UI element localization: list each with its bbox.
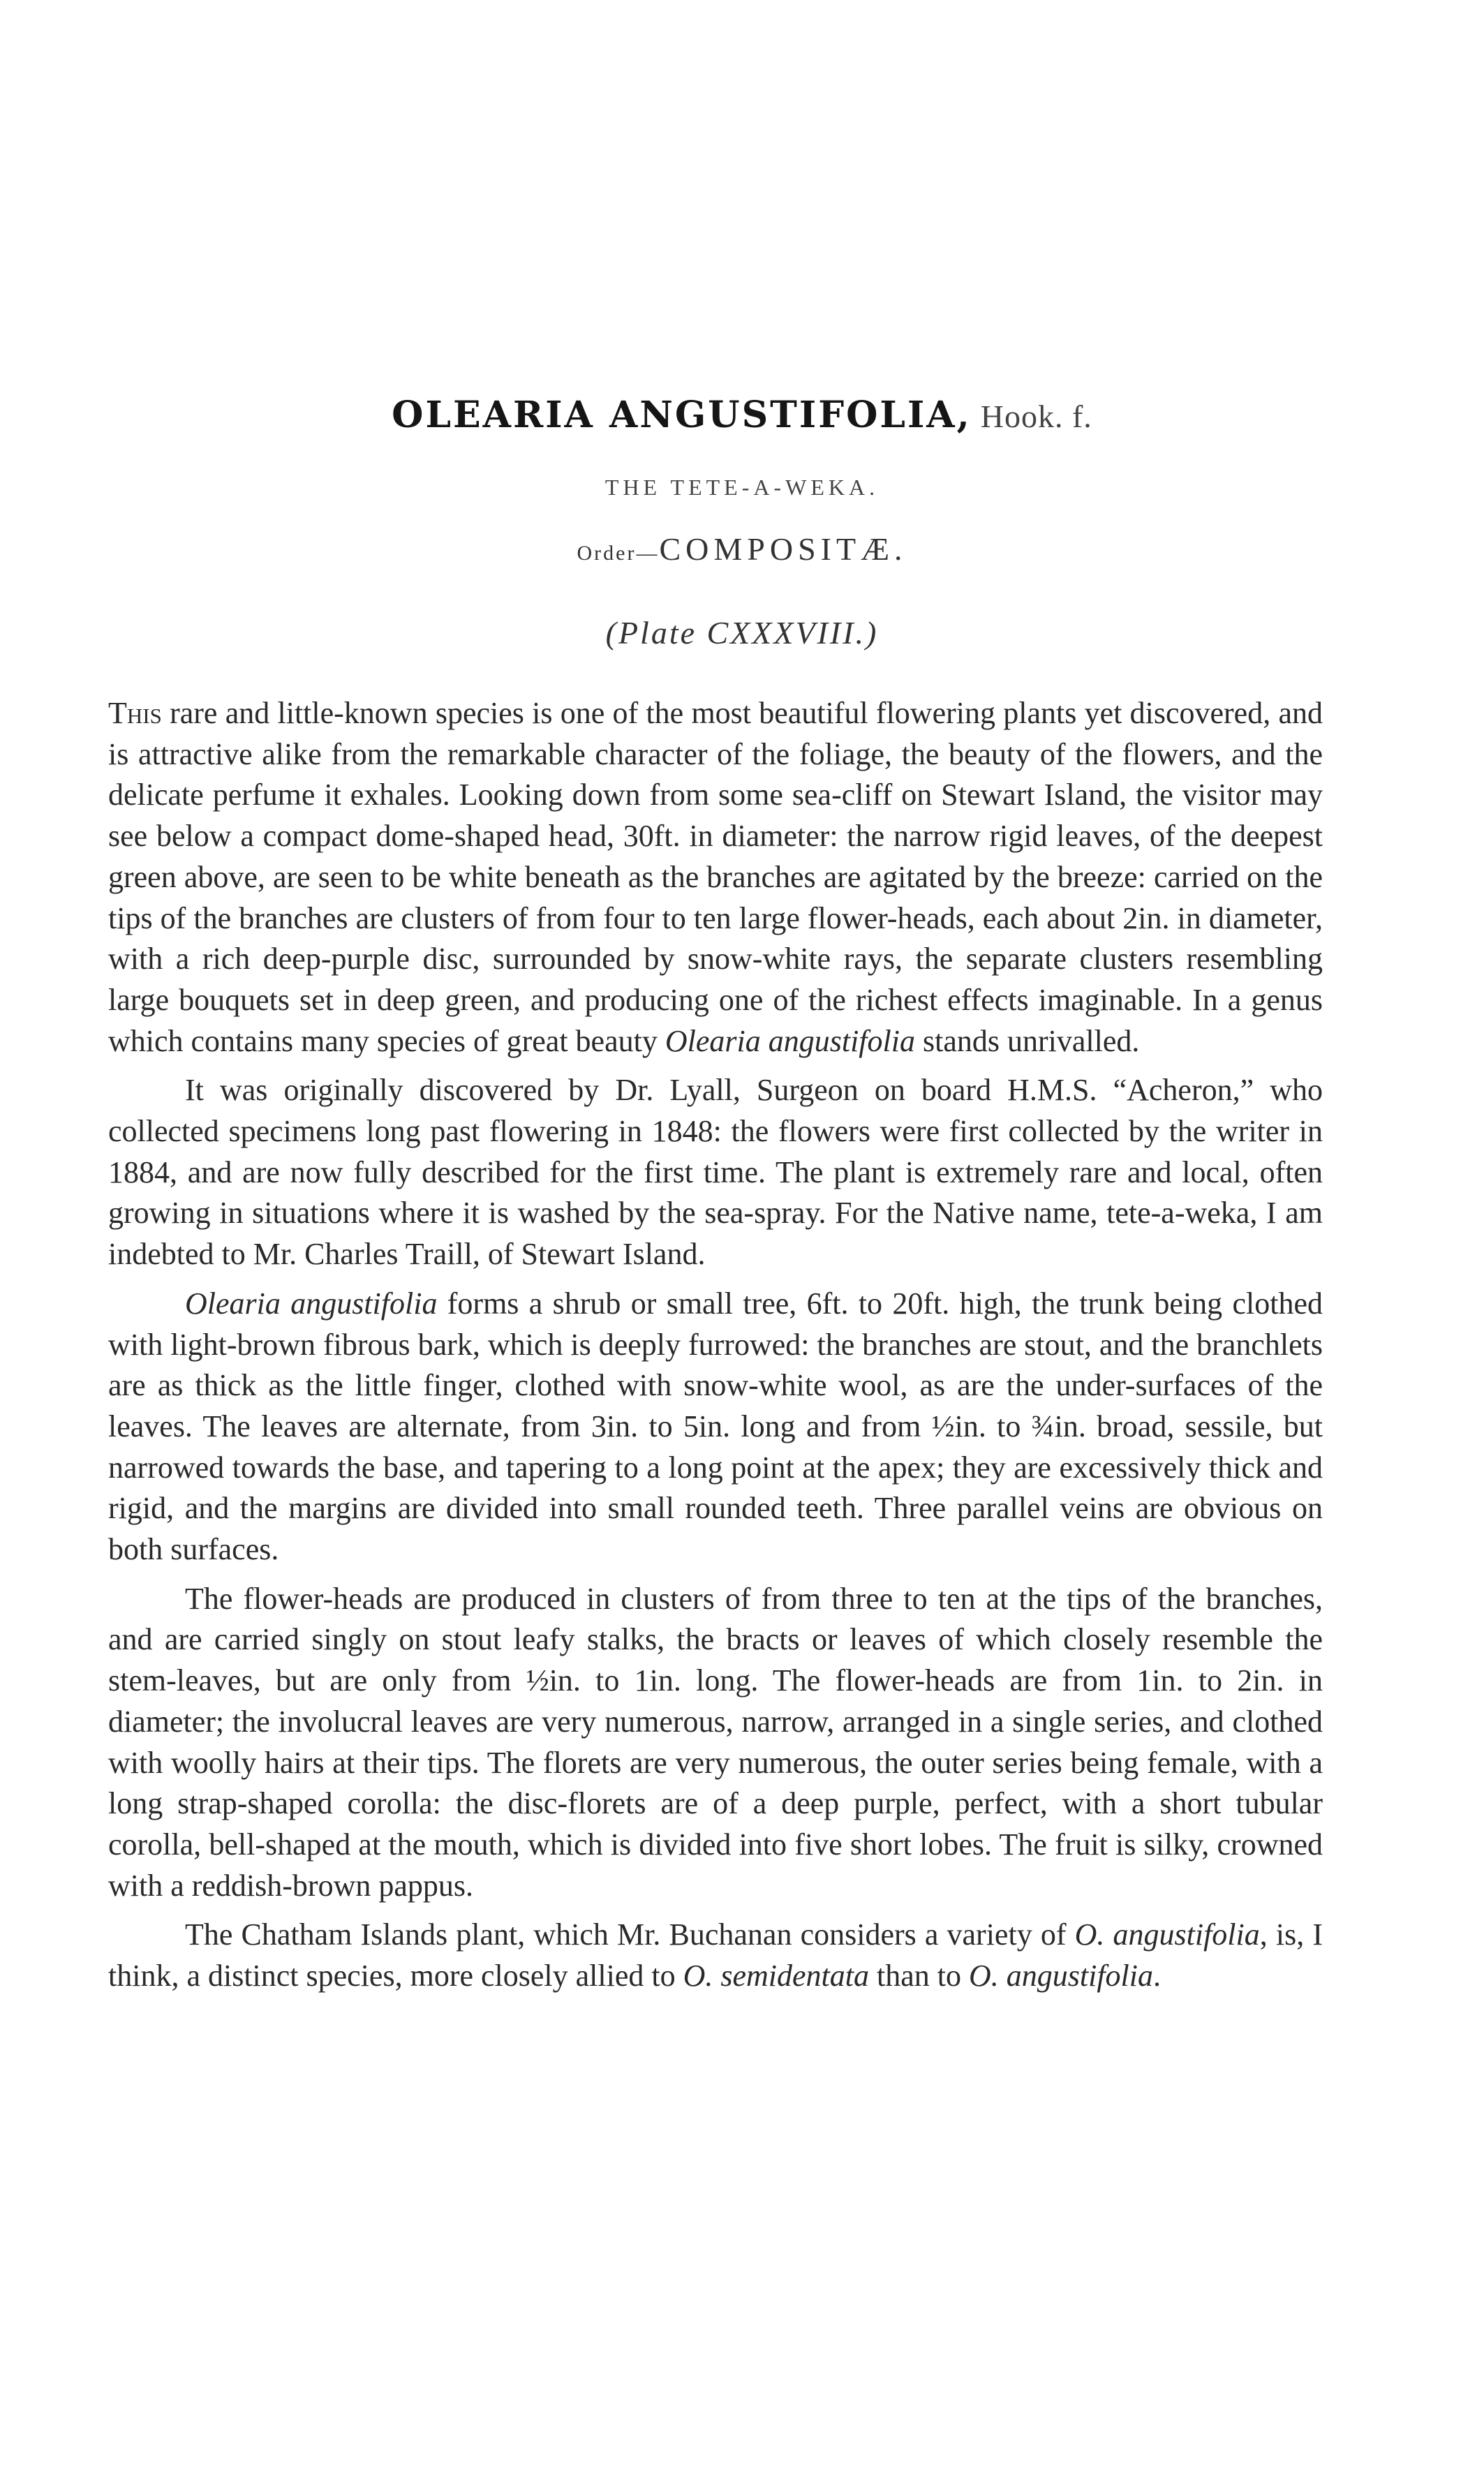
paragraph-1 — [108, 693, 1323, 1062]
species-italic: O. angustifolia — [1074, 1917, 1260, 1952]
paragraph-text: , is, I think, a distinct species, more closely allied to — [108, 1917, 1323, 1993]
paragraph-text: in. broad, sessile, but narrowed towards the base, and tapering to a long point at the apex; they are excessively thick and rigid, and the margins are divided into small rounded teeth. Three parallel veins are obvious on both surfaces. — [108, 1409, 1323, 1567]
common-name: THE TETE-A-WEKA. — [604, 475, 880, 500]
order-name: COMPOSITÆ. — [659, 531, 907, 567]
fraction: ¾ — [1031, 1409, 1055, 1443]
paragraph-text: than to — [869, 1959, 969, 1993]
paragraph-3 — [108, 1284, 1323, 1570]
species-italic: O. semidentata — [683, 1959, 869, 1993]
paragraph-text: in. to 1in. long. The flower-heads are from 1in. to 2in. in diameter; the involucral leaves are very numerous, narrow, arranged in a single series, and clothed with woolly hairs at their tips. The florets are very numerous, the outer series being female, with a long strap-shaped corolla: the disc-florets are of a deep purple, perfect, with a short tubular corolla, bell-shaped at the mouth, which is divided into five short lobes. The fruit is silky, crowned with a reddish-brown pappus. — [108, 1663, 1323, 1903]
species-italic: Olearia angustifolia — [185, 1286, 438, 1321]
paragraph-2 — [108, 1070, 1323, 1275]
paragraph-4 — [108, 1579, 1323, 1907]
fraction: ½ — [526, 1663, 549, 1698]
fraction: ½ — [931, 1409, 955, 1443]
paragraph-text: stands unrivalled. — [914, 1023, 1140, 1058]
paragraph-text: forms a shrub or small tree, 6ft. to 20ft. high, the trunk being clothed with light-brown fibrous bark, which is deeply furrowed: the branches are stout, and the branchlets are as thick as the little finger, clothed with snow-white wool, as are the under-surfaces of the leaves. The leaves are alternate, from 3in. to 5in. long and from — [108, 1286, 1323, 1443]
species-author: Hook. f. — [980, 399, 1092, 434]
paragraph-text: in. to — [954, 1409, 1032, 1443]
paragraph-text: It was originally discovered by Dr. Lyall, Surgeon on board H.M.S. “Acheron,” who collected specimens long past flowering in 1848: the flowers were first collected by the writer in 1884, and are now fully described for the first time. The plant is extremely rare and local, often growing in situations where it is washed by the sea-spray. For the Native name, tete-a-weka, I am indebted to Mr. Charles Traill, of Stewart Island. — [108, 1073, 1323, 1272]
paragraph-text: rare and little-known species is one of the most beautiful flowering plants yet discovered, and is attractive alike from the remarkable character of the foliage, the beauty of the flowers, and the delicate perfume it exhales. Looking down from some sea-cliff on Stewart Island, the visitor may see below a compact dome-shaped head, 30ft. in diameter: the narrow rigid leaves, of the deepest green above, are seen to be white beneath as the branches are agitated by the breeze: carried on the tips of the branches are clusters of from four to ten large flower-heads, each about 2in. in diameter, with a rich deep-purple disc, surrounded by snow-white rays, the separate clusters resembling large bouquets set in deep green, and producing one of the richest effects imaginable. In a genus which contains many species of great beauty — [108, 696, 1323, 1058]
species-italic: Olearia angustifolia — [665, 1023, 915, 1058]
plate-reference: (Plate CXXXVIII.) — [605, 615, 879, 651]
paragraph-text: The Chatham Islands plant, which Mr. Buchanan considers a variety of — [185, 1917, 1075, 1952]
species-italic: O. angustifolia — [968, 1959, 1154, 1993]
paragraph-text: The flower-heads are produced in clusters of from three to ten at the tips of the branches, and are carried singly on stout leafy stalks, the bracts or leaves of which closely resemble the stem-leaves, but are only from — [108, 1581, 1323, 1698]
species-title — [0, 391, 1484, 441]
order-label: Order— — [577, 542, 660, 565]
order-line — [0, 530, 1484, 567]
species-name: OLEARIA ANGUSTIFOLIA, — [392, 394, 972, 436]
opening-word: This — [108, 696, 162, 730]
paragraph-text: . — [1153, 1959, 1162, 1993]
paragraph-5 — [108, 1915, 1323, 1996]
article-body — [108, 693, 1323, 2005]
